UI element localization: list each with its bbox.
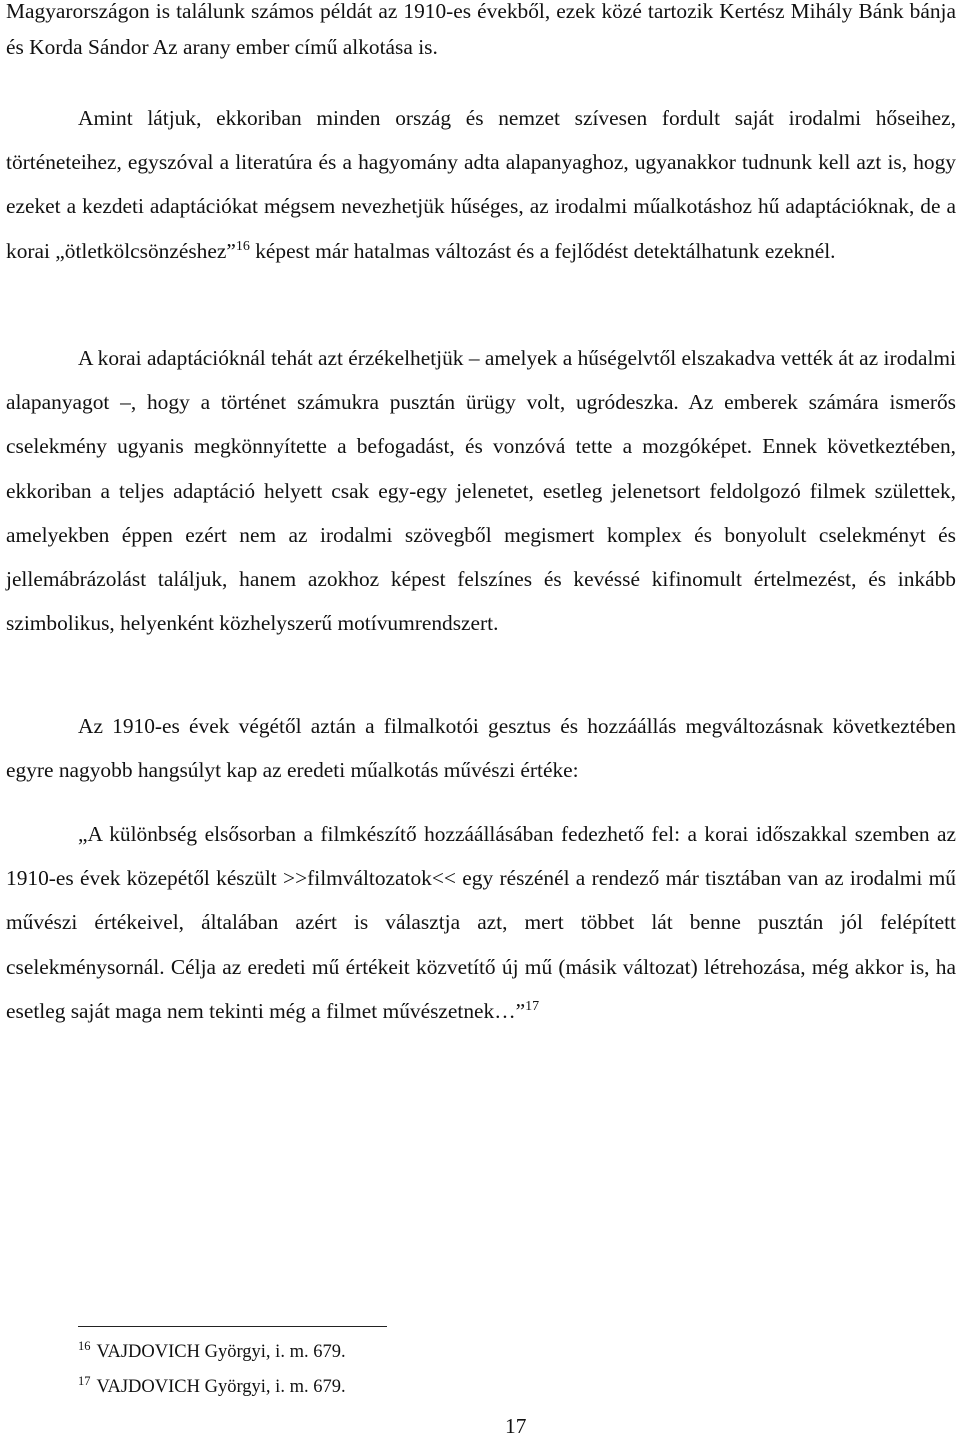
paragraph-2-text-a: Amint látjuk, ekkoriban minden ország és nemzet szívesen fordult saját irodalmi hőseihez, történeteihez, egyszóval a literatúra és a hagyomány adta alapanyaghoz, ugyanakkor tudnunk kell azt is, hogy ezeket a kezdeti adaptációkat mégsem nevezhetjük hűséges, az irodalmi műalkotáshoz hű adaptációknak, de a korai „ötletkölcsönzéshez” bbox=[6, 106, 956, 263]
footnote-separator bbox=[78, 1326, 387, 1327]
paragraph-1 bbox=[6, 0, 956, 65]
paragraph-1-text: Magyarországon is találunk számos példát az 1910-es évekből, ezek közé tartozik Kertész Mihály Bánk bánja és Korda Sándor Az arany ember című alkotása is. bbox=[6, 0, 956, 59]
page-number: 17 bbox=[505, 1414, 527, 1438]
footnote-citation: Györgyi, i. m. 679. bbox=[199, 1342, 346, 1362]
paragraph-2 bbox=[6, 96, 956, 273]
footnote-ref-16[interactable]: 16 bbox=[235, 238, 250, 254]
paragraph-4-text: Az 1910-es évek végétől aztán a filmalkotói gesztus és hozzáállás megváltozásnak következtében egyre nagyobb hangsúlyt kap az eredeti műalkotás művészi értéke: bbox=[6, 714, 956, 783]
footnote-ref-17[interactable]: 17 bbox=[525, 998, 540, 1014]
block-quote-text: „A különbség elsősorban a filmkészítő hozzáállásában fedezhető fel: a korai időszakkal szemben az 1910-es évek közepétől készült >>filmváltozatok<< egy részénél a rendező már tisztában van az irodalmi mű művészi értékeivel, általában azért is választja azt, mert többet lát benne pusztán jól felépített cselekménysornál. Célja az eredeti mű értékeit közvetítő új mű (másik változat) létrehozása, még akkor is, ha esetleg saját maga nem tekinti még a filmet művészetnek…” bbox=[6, 822, 956, 1023]
paragraph-3 bbox=[6, 336, 956, 645]
footnote-16 bbox=[78, 1338, 346, 1363]
footnote-17 bbox=[78, 1373, 346, 1398]
paragraph-2-body bbox=[6, 96, 956, 273]
footnote-citation: Györgyi, i. m. 679. bbox=[199, 1377, 346, 1397]
paragraph-3-text: A korai adaptációknál tehát azt érzékelhetjük – amelyek a hűségelvtől elszakadva vették át az irodalmi alapanyagot –, hogy a történet számukra pusztán ürügy volt, ugródeszka. Az emberek számára ismerős cselekmény ugyanis megkönnyítette a befogadást, és vonzóvá tette a mozgóképet. Ennek következtében, ekkoriban a teljes adaptáció helyett csak egy-egy jelenetet, esetleg jelenetsort feldolgozó filmek születtek, amelyekben éppen ezért nem az irodalmi szövegből megismert komplex és bonyolult cselekményt és jellemábrázolást találjuk, hanem azokhoz képest felszínes és kevéssé kifinomult értelmezést, és inkább szimbolikus, helyenként közhelyszerű motívumrendszert. bbox=[6, 346, 956, 636]
paragraph-2-text-b: képest már hatalmas változást és a fejlődést detektálhatunk ezeknél. bbox=[249, 238, 836, 263]
block-quote-body bbox=[6, 812, 956, 1033]
footnote-number: 17 bbox=[78, 1373, 91, 1388]
block-quote bbox=[6, 812, 956, 1033]
footnote-author: VAJDOVICH bbox=[96, 1377, 200, 1397]
document-page bbox=[6, 0, 956, 1436]
footnote-number: 16 bbox=[78, 1338, 91, 1353]
paragraph-4 bbox=[6, 704, 956, 792]
footnote-author: VAJDOVICH bbox=[96, 1342, 200, 1362]
